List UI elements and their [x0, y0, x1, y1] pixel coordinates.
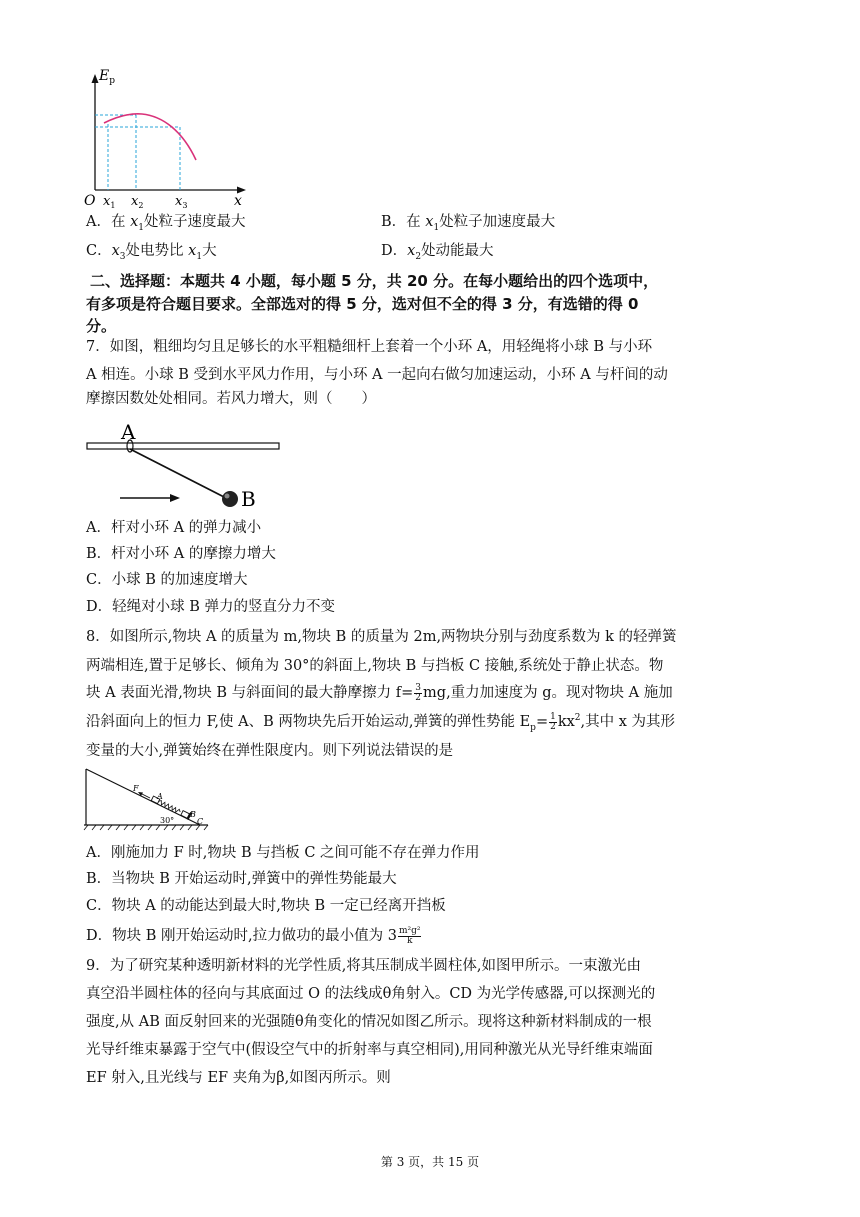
ep-x-graph: [82, 66, 262, 216]
q7-stem-line1: 7．如图，粗细均匀且足够长的水平粗糙细杆上套着一个小环 A，用轻绳将小球 B 与小环: [86, 339, 653, 355]
tick-x2: $x_2$: [131, 194, 144, 210]
q7-option-b[interactable]: B．杆对小环 A 的摩擦力增大: [86, 546, 276, 562]
q7-figure-rod-ring-ball: [86, 420, 286, 510]
q9-stem-line2: 真空沿半圆柱体的径向与其底面过 O 的法线成θ角射入。CD 为光学传感器,可以探测光的: [86, 986, 656, 1002]
q8-option-a[interactable]: A．刚施加力 F 时,物块 B 与挡板 C 之间可能不存在弹力作用: [86, 845, 480, 861]
q8-option-c[interactable]: C．物块 A 的动能达到最大时,物块 B 一定已经离开挡板: [86, 898, 446, 914]
q8-option-d[interactable]: D．物块 B 刚开始运动时,拉力做功的最小值为 3 $\frac{\text{m²g²}}{k}$: [86, 925, 421, 946]
ground-hatch: [84, 825, 208, 830]
section-2-heading-line1: 二、选择题：本题共 4 小题，每小题 5 分，共 20 分。在每小题给出的四个选项中，: [90, 272, 659, 290]
origin-label: O: [84, 193, 96, 209]
q6-option-a[interactable]: A．在 $x_1$处粒子速度最大: [86, 214, 246, 233]
tick-x3: $x_3$: [175, 194, 188, 210]
q8-stem-line4: 沿斜面向上的恒力 F,使 A、B 两物块先后开始运动,弹簧的弹性势能 $E_p=$ $\frac{1}{2}$ $kx^2$,其中 x 为其形: [86, 711, 676, 733]
q8-figure-incline: [84, 765, 214, 835]
section-2-heading-line2: 有多项是符合题目要求。全部选对的得 5 分，选对但不全的得 3 分，有选错的得 0: [86, 295, 639, 313]
q9-stem-line5: EF 射入,且光线与 EF 夹角为β,如图丙所示。则: [86, 1070, 391, 1086]
q6-option-c[interactable]: C．$x_3$处电势比 $x_1$大: [86, 243, 217, 262]
q8-stem-line1: 8．如图所示,物块 A 的质量为 m,物块 B 的质量为 2m,两物块分别与劲度系数为 k 的轻弹簧: [86, 629, 677, 645]
section-2-heading-line3: 分。: [86, 317, 117, 335]
q7-option-c[interactable]: C．小球 B 的加速度增大: [86, 572, 248, 588]
y-axis-label: $E_p$: [99, 68, 115, 86]
q8-stem-line5: 变量的大小,弹簧始终在弹性限度内。则下列说法错误的是: [86, 743, 454, 759]
fraction-3-2: $\frac{3}{2}$: [415, 682, 422, 703]
wind-arrow-head: [170, 494, 180, 502]
tick-x1: $x_1$: [103, 194, 116, 210]
q6-option-d[interactable]: D．$x_2$处动能最大: [381, 243, 494, 262]
q7-option-a[interactable]: A．杆对小环 A 的弹力减小: [86, 520, 262, 536]
label-c: C: [197, 817, 204, 826]
x-axis-label: x: [234, 193, 242, 209]
q7-option-d[interactable]: D．轻绳对小球 B 弹力的竖直分力不变: [86, 599, 335, 615]
q7-stem-line3: 摩擦因数处处相同。若风力增大，则（ ）: [86, 391, 376, 407]
horizontal-rod: [87, 443, 279, 449]
q8-option-b[interactable]: B．当物块 B 开始运动时,弹簧中的弹性势能最大: [86, 871, 397, 887]
fraction-1-2: $\frac{1}{2}$: [550, 711, 556, 732]
label-b: B: [241, 487, 256, 511]
guide-lines: [95, 115, 180, 190]
q6-option-b[interactable]: B．在 $x_1$处粒子加速度最大: [381, 214, 556, 233]
label-b: B: [190, 810, 196, 819]
spring: [158, 800, 181, 814]
label-a: A: [157, 792, 163, 801]
q7-stem-line2: A 相连。小球 B 受到水平风力作用，与小环 A 一起向右做匀加速运动，小环 A 与杆间的动: [86, 367, 668, 383]
label-a: A: [121, 420, 136, 444]
q9-stem-line4: 光导纤维束暴露于空气中(假设空气中的折射率与真空相同),用同种激光从光导纤维束端面: [86, 1042, 653, 1058]
q8-stem-line2: 两端相连,置于足够长、倾角为 30°的斜面上,物块 B 与挡板 C 接触,系统处于静止状态。物: [86, 658, 664, 674]
label-angle: 30°: [160, 816, 175, 825]
rope: [130, 449, 226, 498]
q9-stem-line1: 9．为了研究某种透明新材料的光学性质,将其压制成半圆柱体,如图甲所示。一束激光由: [86, 958, 641, 974]
page-footer: 第 3 页，共 15 页: [380, 1155, 480, 1169]
label-f: F: [133, 784, 139, 793]
fraction-m2g2-k: $\frac{\text{m²g²}}{k}$: [398, 925, 421, 946]
q9-stem-line3: 强度,从 AB 面反射回来的光强随θ角变化的情况如图乙所示。现将这种新材料制成的一根: [86, 1014, 652, 1030]
y-axis-arrow: [92, 74, 99, 83]
ball-b: [222, 491, 238, 507]
ep-curve: [104, 114, 196, 160]
q8-stem-line3: 块 A 表面光滑,物块 B 与斜面间的最大静摩擦力 f= $\frac{3}{2}$ mg,重力加速度为 g。现对物块 A 施加: [86, 682, 673, 703]
